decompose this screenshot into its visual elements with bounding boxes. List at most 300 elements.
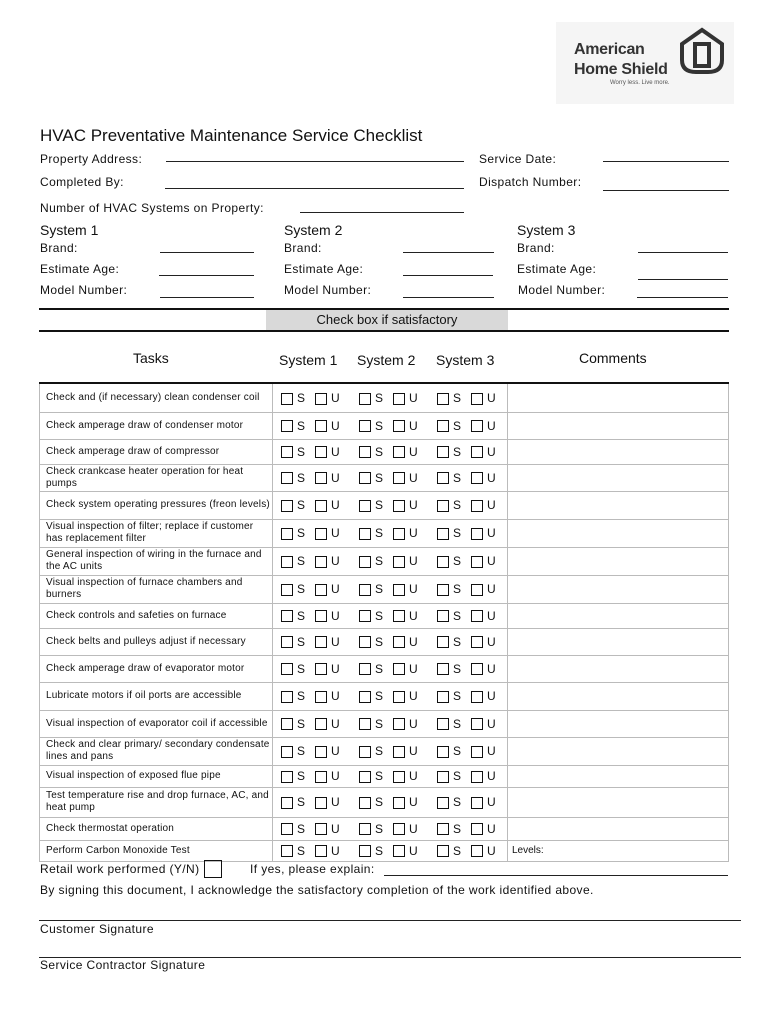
satisfactory-mark-label: S — [453, 498, 462, 512]
system-3-satisfactory-checkbox[interactable] — [437, 584, 449, 596]
satisfactory-mark-label: S — [453, 769, 462, 783]
system-3-cell — [429, 384, 508, 412]
task-label: Visual inspection of evaporator coil if accessible — [40, 710, 273, 737]
system-2-model-field[interactable] — [403, 297, 494, 298]
satisfactory-mark-label: S — [375, 554, 384, 568]
system-3-satisfactory-checkbox[interactable] — [437, 771, 449, 783]
satisfactory-mark-label: S — [297, 821, 306, 836]
customer-signature-line[interactable] — [39, 920, 741, 921]
table-row — [40, 682, 729, 710]
system-3-unsatisfactory-checkbox[interactable] — [471, 472, 483, 484]
task-label: Check amperage draw of compressor — [40, 439, 273, 464]
system-3-satisfactory-checkbox[interactable] — [437, 823, 449, 835]
system-1-unsatisfactory-checkbox[interactable] — [315, 528, 327, 540]
logo-line-1: American — [574, 41, 645, 58]
comment-cell[interactable] — [508, 384, 729, 412]
system-1-unsatisfactory-checkbox[interactable] — [315, 584, 327, 596]
system-1-satisfactory-checkbox[interactable] — [281, 472, 293, 484]
system-2-satisfactory-checkbox[interactable] — [359, 797, 371, 809]
system-1-satisfactory-checkbox[interactable] — [281, 663, 293, 675]
satisfactory-mark-label: S — [375, 689, 384, 703]
system-1-cell — [273, 439, 352, 464]
unsatisfactory-mark-label: U — [409, 498, 418, 512]
satisfactory-mark-label: S — [375, 498, 384, 512]
satisfactory-mark-label: S — [297, 661, 306, 676]
system-1-cell — [273, 737, 352, 765]
system-3-unsatisfactory-checkbox[interactable] — [471, 584, 483, 596]
system-1-model-field[interactable] — [160, 297, 254, 298]
system-1-model-label: Model Number: — [40, 283, 128, 297]
system-2-cell — [351, 464, 429, 491]
retail-work-checkbox[interactable] — [204, 860, 222, 878]
system-2-satisfactory-checkbox[interactable] — [359, 718, 371, 730]
system-2-unsatisfactory-checkbox[interactable] — [393, 746, 405, 758]
comment-cell[interactable] — [508, 519, 729, 547]
system-2-unsatisfactory-checkbox[interactable] — [393, 797, 405, 809]
table-row — [40, 787, 729, 817]
system-1-satisfactory-checkbox[interactable] — [281, 718, 293, 730]
unsatisfactory-mark-label: U — [487, 444, 496, 459]
satisfactory-mark-label: S — [297, 390, 306, 405]
unsatisfactory-mark-label: U — [409, 390, 418, 405]
task-label: Test temperature rise and drop furnace, AC, and heat pump — [40, 787, 273, 817]
unsatisfactory-mark-label: U — [409, 716, 418, 731]
retail-work-label: Retail work performed (Y/N) — [40, 862, 200, 876]
system-2-heading: System 2 — [284, 222, 343, 238]
table-row — [40, 765, 729, 787]
comment-cell[interactable] — [508, 603, 729, 628]
system-2-satisfactory-checkbox[interactable] — [359, 610, 371, 622]
system-1-satisfactory-checkbox[interactable] — [281, 420, 293, 432]
satisfactory-mark-label: S — [375, 744, 384, 758]
system-3-satisfactory-checkbox[interactable] — [437, 393, 449, 405]
comment-cell[interactable] — [508, 575, 729, 603]
system-1-satisfactory-checkbox[interactable] — [281, 446, 293, 458]
system-3-unsatisfactory-checkbox[interactable] — [471, 771, 483, 783]
system-1-cell — [273, 603, 352, 628]
unsatisfactory-mark-label: U — [409, 418, 418, 433]
system-1-unsatisfactory-checkbox[interactable] — [315, 845, 327, 857]
unsatisfactory-mark-label: U — [331, 661, 340, 676]
system-2-cell — [351, 519, 429, 547]
system-3-unsatisfactory-checkbox[interactable] — [471, 446, 483, 458]
unsatisfactory-mark-label: U — [487, 744, 496, 758]
system-1-satisfactory-checkbox[interactable] — [281, 500, 293, 512]
system-2-cell — [351, 840, 429, 861]
satisfactory-mark-label: S — [297, 554, 306, 568]
satisfactory-mark-label: S — [297, 418, 306, 433]
system-1-satisfactory-checkbox[interactable] — [281, 610, 293, 622]
system-1-cell — [273, 384, 352, 412]
satisfactory-mark-label: S — [297, 498, 306, 512]
system-2-brand-label: Brand: — [284, 241, 322, 255]
table-row — [40, 817, 729, 840]
unsatisfactory-mark-label: U — [331, 498, 340, 512]
system-1-unsatisfactory-checkbox[interactable] — [315, 771, 327, 783]
system-3-cell — [429, 840, 508, 861]
unsatisfactory-mark-label: U — [409, 744, 418, 758]
system-1-age-label: Estimate Age: — [40, 262, 120, 276]
system-2-unsatisfactory-checkbox[interactable] — [393, 845, 405, 857]
unsatisfactory-mark-label: U — [331, 689, 340, 703]
system-3-brand-field[interactable] — [638, 252, 728, 253]
system-3-cell — [429, 439, 508, 464]
system-1-unsatisfactory-checkbox[interactable] — [315, 636, 327, 648]
system-2-unsatisfactory-checkbox[interactable] — [393, 771, 405, 783]
system-3-cell — [429, 491, 508, 519]
system-3-satisfactory-checkbox[interactable] — [437, 420, 449, 432]
system-2-unsatisfactory-checkbox[interactable] — [393, 393, 405, 405]
system-1-satisfactory-checkbox[interactable] — [281, 845, 293, 857]
system-2-satisfactory-checkbox[interactable] — [359, 584, 371, 596]
task-label: Visual inspection of filter; replace if customer has replacement filter — [40, 519, 273, 547]
system-2-satisfactory-checkbox[interactable] — [359, 691, 371, 703]
satisfactory-mark-label: S — [297, 689, 306, 703]
satisfactory-mark-label: S — [297, 843, 306, 858]
system-3-satisfactory-checkbox[interactable] — [437, 610, 449, 622]
unsatisfactory-mark-label: U — [487, 716, 496, 731]
unsatisfactory-mark-label: U — [409, 608, 418, 623]
system-1-brand-field[interactable] — [160, 252, 254, 253]
system-1-satisfactory-checkbox[interactable] — [281, 823, 293, 835]
system-2-cell — [351, 575, 429, 603]
task-checklist-table — [39, 384, 729, 862]
system-1-cell — [273, 412, 352, 439]
system-1-unsatisfactory-checkbox[interactable] — [315, 746, 327, 758]
system-2-unsatisfactory-checkbox[interactable] — [393, 556, 405, 568]
task-label: Visual inspection of furnace chambers and burners — [40, 575, 273, 603]
unsatisfactory-mark-label: U — [331, 843, 340, 858]
system-3-unsatisfactory-checkbox[interactable] — [471, 500, 483, 512]
unsatisfactory-mark-label: U — [487, 498, 496, 512]
unsatisfactory-mark-label: U — [331, 769, 340, 783]
comment-cell[interactable] — [508, 464, 729, 491]
system-1-unsatisfactory-checkbox[interactable] — [315, 420, 327, 432]
system-3-unsatisfactory-checkbox[interactable] — [471, 797, 483, 809]
system-3-unsatisfactory-checkbox[interactable] — [471, 528, 483, 540]
completed-by-label: Completed By: — [40, 175, 124, 189]
system-2-brand-field[interactable] — [403, 252, 494, 253]
comment-cell[interactable] — [508, 682, 729, 710]
task-label: Perform Carbon Monoxide Test — [40, 840, 273, 861]
unsatisfactory-mark-label: U — [487, 418, 496, 433]
system-2-unsatisfactory-checkbox[interactable] — [393, 500, 405, 512]
unsatisfactory-mark-label: U — [331, 418, 340, 433]
num-systems-label: Number of HVAC Systems on Property: — [40, 201, 264, 215]
system-3-satisfactory-checkbox[interactable] — [437, 797, 449, 809]
system-2-satisfactory-checkbox[interactable] — [359, 556, 371, 568]
system-2-unsatisfactory-checkbox[interactable] — [393, 420, 405, 432]
system-2-cell — [351, 603, 429, 628]
system-2-unsatisfactory-checkbox[interactable] — [393, 663, 405, 675]
comment-cell[interactable] — [508, 737, 729, 765]
table-row — [40, 439, 729, 464]
satisfactory-mark-label: S — [453, 843, 462, 858]
system-2-cell — [351, 787, 429, 817]
system-3-unsatisfactory-checkbox[interactable] — [471, 556, 483, 568]
satisfactory-mark-label: S — [375, 582, 384, 596]
system-3-cell — [429, 603, 508, 628]
unsatisfactory-mark-label: U — [331, 744, 340, 758]
comment-cell[interactable] — [508, 628, 729, 655]
system-2-satisfactory-checkbox[interactable] — [359, 746, 371, 758]
explanation-field[interactable] — [384, 875, 728, 876]
system-3-unsatisfactory-checkbox[interactable] — [471, 746, 483, 758]
satisfactory-mark-label: S — [453, 582, 462, 596]
system-1-unsatisfactory-checkbox[interactable] — [315, 556, 327, 568]
satisfactory-mark-label: S — [297, 608, 306, 623]
unsatisfactory-mark-label: U — [331, 795, 340, 809]
satisfactory-mark-label: S — [375, 470, 384, 485]
unsatisfactory-mark-label: U — [487, 843, 496, 858]
unsatisfactory-mark-label: U — [331, 582, 340, 596]
system-1-unsatisfactory-checkbox[interactable] — [315, 718, 327, 730]
satisfactory-mark-label: S — [375, 444, 384, 459]
system-2-satisfactory-checkbox[interactable] — [359, 771, 371, 783]
unsatisfactory-mark-label: U — [409, 634, 418, 649]
system-3-unsatisfactory-checkbox[interactable] — [471, 691, 483, 703]
system-3-unsatisfactory-checkbox[interactable] — [471, 823, 483, 835]
satisfactory-mark-label: S — [453, 716, 462, 731]
system-3-model-field[interactable] — [637, 297, 728, 298]
system-3-satisfactory-checkbox[interactable] — [437, 446, 449, 458]
system-3-satisfactory-checkbox[interactable] — [437, 472, 449, 484]
system-2-unsatisfactory-checkbox[interactable] — [393, 823, 405, 835]
dispatch-number-label: Dispatch Number: — [479, 175, 582, 189]
dispatch-number-field[interactable] — [603, 190, 729, 191]
satisfactory-banner: Check box if satisfactory — [266, 310, 508, 330]
satisfactory-mark-label: S — [375, 634, 384, 649]
comment-cell[interactable] — [508, 817, 729, 840]
system-1-unsatisfactory-checkbox[interactable] — [315, 500, 327, 512]
unsatisfactory-mark-label: U — [409, 661, 418, 676]
column-header-comments: Comments — [579, 350, 647, 366]
table-row — [40, 412, 729, 439]
unsatisfactory-mark-label: U — [487, 634, 496, 649]
comment-cell[interactable] — [508, 412, 729, 439]
acknowledgement-text: By signing this document, I acknowledge the satisfactory completion of the work identified above. — [40, 883, 594, 897]
system-1-cell — [273, 710, 352, 737]
system-3-satisfactory-checkbox[interactable] — [437, 845, 449, 857]
unsatisfactory-mark-label: U — [487, 390, 496, 405]
system-2-cell — [351, 491, 429, 519]
system-1-unsatisfactory-checkbox[interactable] — [315, 393, 327, 405]
system-1-cell — [273, 655, 352, 682]
task-label: Check crankcase heater operation for heat pumps — [40, 464, 273, 491]
task-label: Check belts and pulleys adjust if necessary — [40, 628, 273, 655]
unsatisfactory-mark-label: U — [331, 444, 340, 459]
satisfactory-mark-label: S — [375, 661, 384, 676]
satisfactory-mark-label: S — [375, 769, 384, 783]
table-row — [40, 710, 729, 737]
system-3-unsatisfactory-checkbox[interactable] — [471, 636, 483, 648]
column-header-system-3: System 3 — [436, 352, 495, 368]
system-1-satisfactory-checkbox[interactable] — [281, 584, 293, 596]
company-logo-text — [574, 40, 668, 80]
system-2-unsatisfactory-checkbox[interactable] — [393, 584, 405, 596]
system-3-unsatisfactory-checkbox[interactable] — [471, 718, 483, 730]
system-3-unsatisfactory-checkbox[interactable] — [471, 610, 483, 622]
system-2-satisfactory-checkbox[interactable] — [359, 845, 371, 857]
comment-cell[interactable] — [508, 655, 729, 682]
section-divider-bottom — [39, 330, 729, 332]
task-checklist-body — [40, 384, 729, 861]
system-2-cell — [351, 765, 429, 787]
table-row — [40, 384, 729, 412]
system-3-unsatisfactory-checkbox[interactable] — [471, 393, 483, 405]
system-2-satisfactory-checkbox[interactable] — [359, 823, 371, 835]
system-1-age-field[interactable] — [159, 275, 254, 276]
unsatisfactory-mark-label: U — [487, 661, 496, 676]
system-3-unsatisfactory-checkbox[interactable] — [471, 420, 483, 432]
system-2-unsatisfactory-checkbox[interactable] — [393, 446, 405, 458]
satisfactory-mark-label: S — [453, 526, 462, 540]
system-1-cell — [273, 628, 352, 655]
system-3-satisfactory-checkbox[interactable] — [437, 691, 449, 703]
system-1-cell — [273, 575, 352, 603]
satisfactory-mark-label: S — [375, 526, 384, 540]
completed-by-field[interactable] — [165, 188, 464, 189]
num-systems-field[interactable] — [300, 212, 464, 213]
column-header-system-1: System 1 — [279, 352, 338, 368]
system-3-unsatisfactory-checkbox[interactable] — [471, 663, 483, 675]
comment-cell[interactable] — [508, 491, 729, 519]
system-2-unsatisfactory-checkbox[interactable] — [393, 472, 405, 484]
if-yes-label: If yes, please explain: — [250, 862, 375, 876]
system-1-unsatisfactory-checkbox[interactable] — [315, 446, 327, 458]
system-1-satisfactory-checkbox[interactable] — [281, 691, 293, 703]
system-3-cell — [429, 575, 508, 603]
satisfactory-mark-label: S — [297, 634, 306, 649]
system-2-satisfactory-checkbox[interactable] — [359, 393, 371, 405]
unsatisfactory-mark-label: U — [331, 526, 340, 540]
system-3-age-field[interactable] — [638, 279, 728, 280]
system-1-cell — [273, 817, 352, 840]
system-2-satisfactory-checkbox[interactable] — [359, 663, 371, 675]
comment-cell[interactable] — [508, 439, 729, 464]
system-1-unsatisfactory-checkbox[interactable] — [315, 472, 327, 484]
system-1-satisfactory-checkbox[interactable] — [281, 746, 293, 758]
satisfactory-mark-label: S — [453, 744, 462, 758]
system-3-cell — [429, 737, 508, 765]
table-row — [40, 464, 729, 491]
system-1-satisfactory-checkbox[interactable] — [281, 528, 293, 540]
system-3-satisfactory-checkbox[interactable] — [437, 746, 449, 758]
satisfactory-mark-label: S — [375, 795, 384, 809]
system-2-unsatisfactory-checkbox[interactable] — [393, 718, 405, 730]
system-2-age-label: Estimate Age: — [284, 262, 364, 276]
satisfactory-mark-label: S — [375, 418, 384, 433]
system-2-unsatisfactory-checkbox[interactable] — [393, 636, 405, 648]
system-2-cell — [351, 817, 429, 840]
system-2-satisfactory-checkbox[interactable] — [359, 420, 371, 432]
system-2-unsatisfactory-checkbox[interactable] — [393, 528, 405, 540]
comment-cell[interactable] — [508, 765, 729, 787]
satisfactory-mark-label: S — [375, 608, 384, 623]
comment-cell[interactable] — [508, 710, 729, 737]
page-title: HVAC Preventative Maintenance Service Checklist — [40, 126, 423, 145]
system-1-satisfactory-checkbox[interactable] — [281, 393, 293, 405]
system-1-cell — [273, 547, 352, 575]
unsatisfactory-mark-label: U — [331, 554, 340, 568]
unsatisfactory-mark-label: U — [487, 554, 496, 568]
unsatisfactory-mark-label: U — [409, 769, 418, 783]
service-date-label: Service Date: — [479, 152, 557, 166]
system-2-unsatisfactory-checkbox[interactable] — [393, 610, 405, 622]
task-label: Check and clear primary/ secondary condensate lines and pans — [40, 737, 273, 765]
task-label: Visual inspection of exposed flue pipe — [40, 765, 273, 787]
system-1-heading: System 1 — [40, 222, 99, 238]
system-3-satisfactory-checkbox[interactable] — [437, 556, 449, 568]
unsatisfactory-mark-label: U — [409, 582, 418, 596]
system-1-satisfactory-checkbox[interactable] — [281, 797, 293, 809]
satisfactory-mark-label: S — [453, 634, 462, 649]
system-3-satisfactory-checkbox[interactable] — [437, 528, 449, 540]
system-1-unsatisfactory-checkbox[interactable] — [315, 610, 327, 622]
satisfactory-mark-label: S — [453, 444, 462, 459]
system-1-unsatisfactory-checkbox[interactable] — [315, 663, 327, 675]
system-2-cell — [351, 682, 429, 710]
comment-cell[interactable] — [508, 547, 729, 575]
satisfactory-mark-label: S — [297, 716, 306, 731]
property-address-field[interactable] — [166, 161, 464, 162]
system-1-satisfactory-checkbox[interactable] — [281, 556, 293, 568]
system-1-satisfactory-checkbox[interactable] — [281, 771, 293, 783]
comment-cell[interactable]: Levels: — [508, 840, 729, 861]
system-2-satisfactory-checkbox[interactable] — [359, 446, 371, 458]
satisfactory-mark-label: S — [453, 390, 462, 405]
service-date-field[interactable] — [603, 161, 729, 162]
unsatisfactory-mark-label: U — [409, 689, 418, 703]
table-row — [40, 547, 729, 575]
satisfactory-mark-label: S — [297, 470, 306, 485]
satisfactory-mark-label: S — [453, 554, 462, 568]
system-2-satisfactory-checkbox[interactable] — [359, 500, 371, 512]
system-3-cell — [429, 547, 508, 575]
system-1-unsatisfactory-checkbox[interactable] — [315, 823, 327, 835]
system-3-cell — [429, 710, 508, 737]
system-3-satisfactory-checkbox[interactable] — [437, 500, 449, 512]
logo-tagline: Worry less. Live more. — [610, 80, 670, 86]
comment-cell[interactable] — [508, 787, 729, 817]
task-label: Check thermostat operation — [40, 817, 273, 840]
satisfactory-mark-label: S — [297, 795, 306, 809]
satisfactory-mark-label: S — [453, 470, 462, 485]
system-3-unsatisfactory-checkbox[interactable] — [471, 845, 483, 857]
satisfactory-mark-label: S — [375, 716, 384, 731]
system-2-satisfactory-checkbox[interactable] — [359, 528, 371, 540]
system-3-satisfactory-checkbox[interactable] — [437, 718, 449, 730]
system-3-satisfactory-checkbox[interactable] — [437, 636, 449, 648]
system-3-satisfactory-checkbox[interactable] — [437, 663, 449, 675]
property-address-label: Property Address: — [40, 152, 143, 166]
unsatisfactory-mark-label: U — [487, 795, 496, 809]
unsatisfactory-mark-label: U — [487, 526, 496, 540]
system-2-satisfactory-checkbox[interactable] — [359, 636, 371, 648]
table-row — [40, 603, 729, 628]
contractor-signature-label: Service Contractor Signature — [40, 958, 206, 972]
system-2-unsatisfactory-checkbox[interactable] — [393, 691, 405, 703]
task-label: Check amperage draw of condenser motor — [40, 412, 273, 439]
system-1-unsatisfactory-checkbox[interactable] — [315, 797, 327, 809]
system-2-satisfactory-checkbox[interactable] — [359, 472, 371, 484]
system-2-cell — [351, 412, 429, 439]
system-1-satisfactory-checkbox[interactable] — [281, 636, 293, 648]
unsatisfactory-mark-label: U — [409, 444, 418, 459]
satisfactory-mark-label: S — [297, 444, 306, 459]
system-2-age-field[interactable] — [403, 275, 493, 276]
system-1-unsatisfactory-checkbox[interactable] — [315, 691, 327, 703]
